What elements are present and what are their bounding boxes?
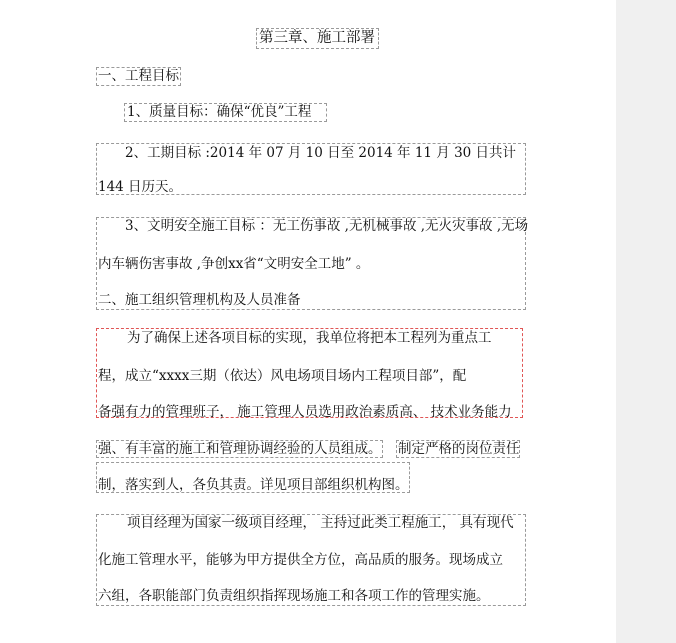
paragraph2-line1: 项目经理为国家一级项目经理， 主持过此类工程施工， 具有现代: [127, 515, 514, 531]
paragraph1-line2: 程，成立“xxxx三期（依达）风电场项目场内工程项目部”，配: [98, 368, 467, 384]
section1-heading: 一、工程目标: [98, 68, 179, 84]
paragraph1-line4b: 制定严格的岗位责任: [398, 441, 520, 457]
page-title: 第三章、施工部署: [259, 30, 375, 46]
paragraph2-line3: 六组，各职能部门负责组织指挥现场施工和各项工作的管理实施。: [98, 588, 490, 604]
viewer-gutter: [616, 0, 676, 643]
safety-target-line2: 内车辆伤害事故 ,争创xx省“文明安全工地” 。: [98, 256, 370, 272]
paragraph1-line1: 为了确保上述各项目标的实现，我单位将把本工程列为重点工: [127, 330, 492, 346]
paragraph1-line5: 制，落实到人，各负其责。详见项目部组织机构图。: [98, 477, 409, 493]
schedule-target-line2: 144 日历天。: [98, 179, 183, 195]
paragraph1-line3: 备强有力的管理班子， 施工管理人员选用政治素质高、 技术业务能力: [98, 404, 512, 420]
paragraph1-line4a: 强、有丰富的施工和管理协调经验的人员组成。: [98, 441, 382, 457]
paragraph2-line2: 化施工管理水平，能够为甲方提供全方位，高品质的服务。现场成立: [98, 552, 503, 568]
section2-heading: 二、施工组织管理机构及人员准备: [98, 292, 301, 308]
safety-target-line1: 3、文明安全施工目标 ：无工伤事故 ,无机械事故 ,无火灾事故 ,无场: [125, 218, 529, 234]
quality-target: 1、质量目标：确保“优良”工程: [127, 104, 312, 120]
schedule-target-line1: 2、工期目标 :2014 年 07 月 10 日至 2014 年 11 月 30 日共计: [125, 145, 517, 161]
